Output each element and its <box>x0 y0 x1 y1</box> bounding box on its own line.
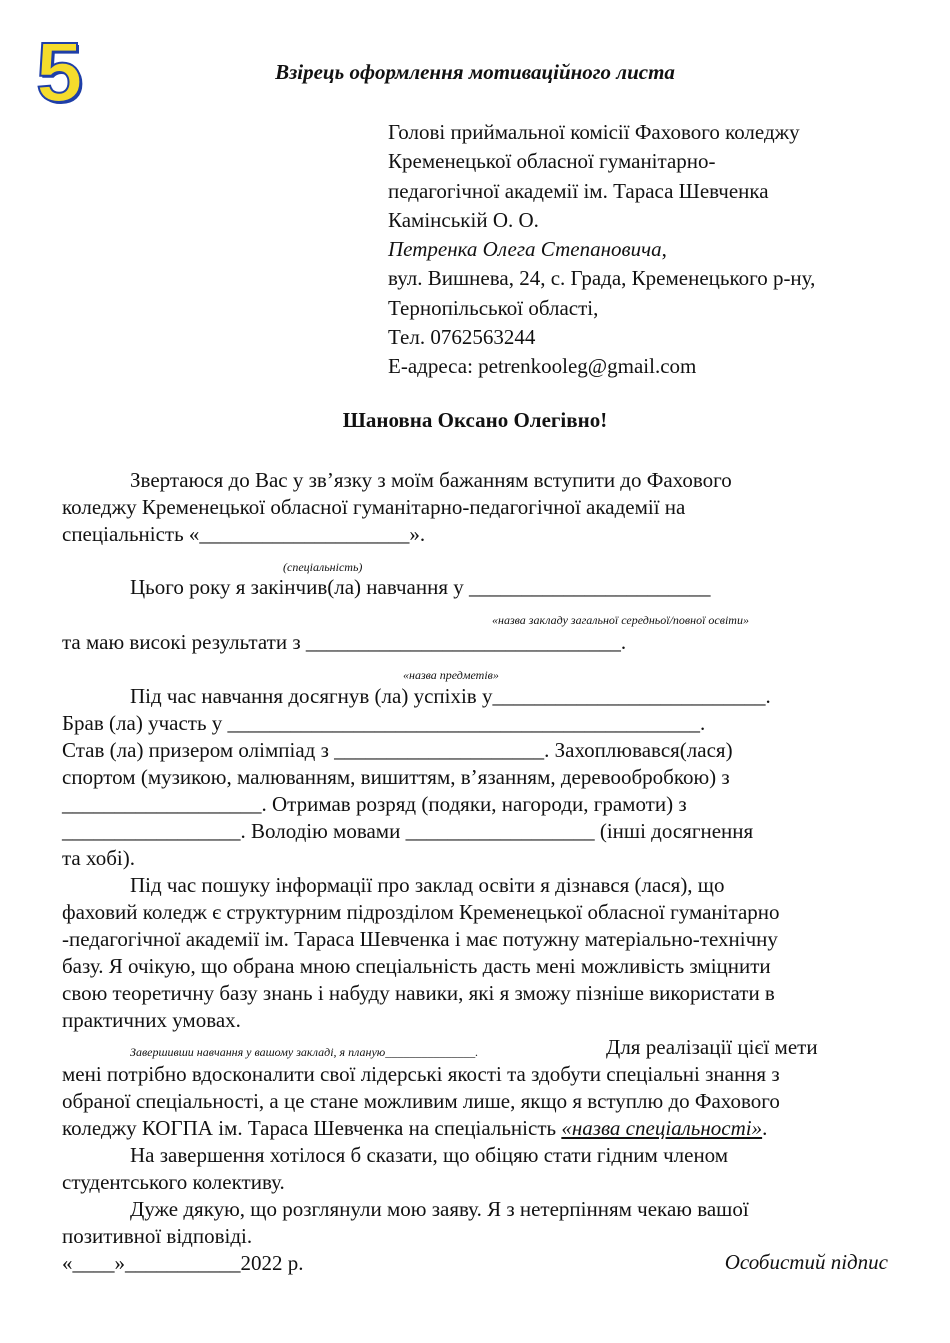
hint-school: «назва закладу загальної середньої/повної освіти» <box>492 613 749 627</box>
body-line: та хобі). <box>62 846 135 870</box>
sender-phone: Тел. 0762563244 <box>388 325 536 350</box>
body-line: практичних умовах. <box>62 1008 241 1032</box>
signature-label: Особистий підпис <box>724 1250 888 1274</box>
body-line: Під час пошуку інформації про заклад освіти я дізнався (лася), що <box>130 873 725 897</box>
body-line: Дуже дякую, що розглянули мою заяву. Я з нетерпінням чекаю вашої <box>130 1197 749 1221</box>
sender-address: вул. Вишнева, 24, с. Града, Кременецького р-ну, <box>388 266 816 291</box>
body-line: -педагогічної академії ім. Тараса Шевченка і має потужну матеріально-технічну <box>62 927 778 951</box>
greeting: Шановна Оксано Олегівно! <box>342 408 608 432</box>
body-line: мені потрібно вдосконалити свої лідерські якості та здобути спеціальні знання з <box>62 1062 780 1086</box>
body-line: Для реалізації цієї мети <box>606 1035 818 1059</box>
addressee-line: педагогічної академії ім. Тараса Шевченка <box>388 178 769 203</box>
document-title: Взірець оформлення мотиваційного листа <box>275 60 675 84</box>
body-line: Звертаюся до Вас у зв’язку з моїм бажанням вступити до Фахового <box>130 468 732 492</box>
addressee-line: Голові приймальної комісії Фахового коледжу <box>388 120 800 144</box>
body-line: фаховий коледж є структурним підрозділом Кременецької обласної гуманітарно <box>62 900 780 924</box>
body-line: Брав (ла) участь у _____________________________________________. <box>62 711 706 735</box>
hint-subjects: «назва предметів» <box>403 668 499 682</box>
body-line: _________________. Володію мовами __________________ (інші досягнення <box>62 819 754 843</box>
hint-specialty: (спеціальність) <box>283 560 363 574</box>
body-line: ___________________. Отримав розряд (подяки, нагороди, грамоти) з <box>62 792 687 816</box>
sender-name: Петренка Олега Степановича, <box>388 237 667 262</box>
body-line: спеціальність «____________________». <box>62 522 426 546</box>
addressee-line: Кременецької обласної гуманітарно- <box>388 149 716 174</box>
sender-region: Тернопільської області, <box>388 295 599 320</box>
body-line: позитивної відповіді. <box>62 1224 253 1248</box>
body-line: спортом (музикою, малюванням, вишиттям, в’язанням, деревообробкою) з <box>62 765 730 789</box>
addressee-block <box>388 118 815 382</box>
body-line: свою теоретичну базу знань і набуду навики, які я зможу пізніше використати в <box>62 981 775 1005</box>
sender-email: Е-адреса: petrenkooleg@gmail.com <box>388 354 697 379</box>
body-line: обраної спеціальності, а це стане можливим лише, якщо я вступлю до Фахового <box>62 1089 780 1113</box>
body-line: базу. Я очікую, що обрана мною спеціальність дасть мені можливість зміцнити <box>62 954 771 978</box>
body-line: коледжу КОГПА ім. Тараса Шевченка на спеціальність «назва спеціальності». <box>62 1116 768 1140</box>
body-line: Став (ла) призером олімпіад з ____________________. Захоплювався(лася) <box>62 738 733 762</box>
date-line: «____»___________2022 р. <box>62 1251 304 1275</box>
specialty-name-placeholder: «назва спеціальності» <box>561 1116 763 1140</box>
body-line: та маю високі результати з ______________________________. <box>62 630 627 654</box>
body-line: Під час навчання досягнув (ла) успіхів у__________________________. <box>130 684 771 708</box>
body-line: коледжу Кременецької обласної гуманітарно-педагогічної академії на <box>62 495 686 519</box>
body-line: Цього року я закінчив(ла) навчання у _______________________ <box>130 575 711 599</box>
body-line: На завершення хотілося б сказати, що обіцяю стати гідним членом <box>130 1143 729 1167</box>
addressee-line: Камінській О. О. <box>388 207 539 232</box>
page-number-badge: 5 <box>36 25 83 119</box>
plan-sentence: Завершивши навчання у вашому закладі, я планую_______________. <box>130 1045 479 1059</box>
body-line: студентського колективу. <box>62 1170 285 1194</box>
